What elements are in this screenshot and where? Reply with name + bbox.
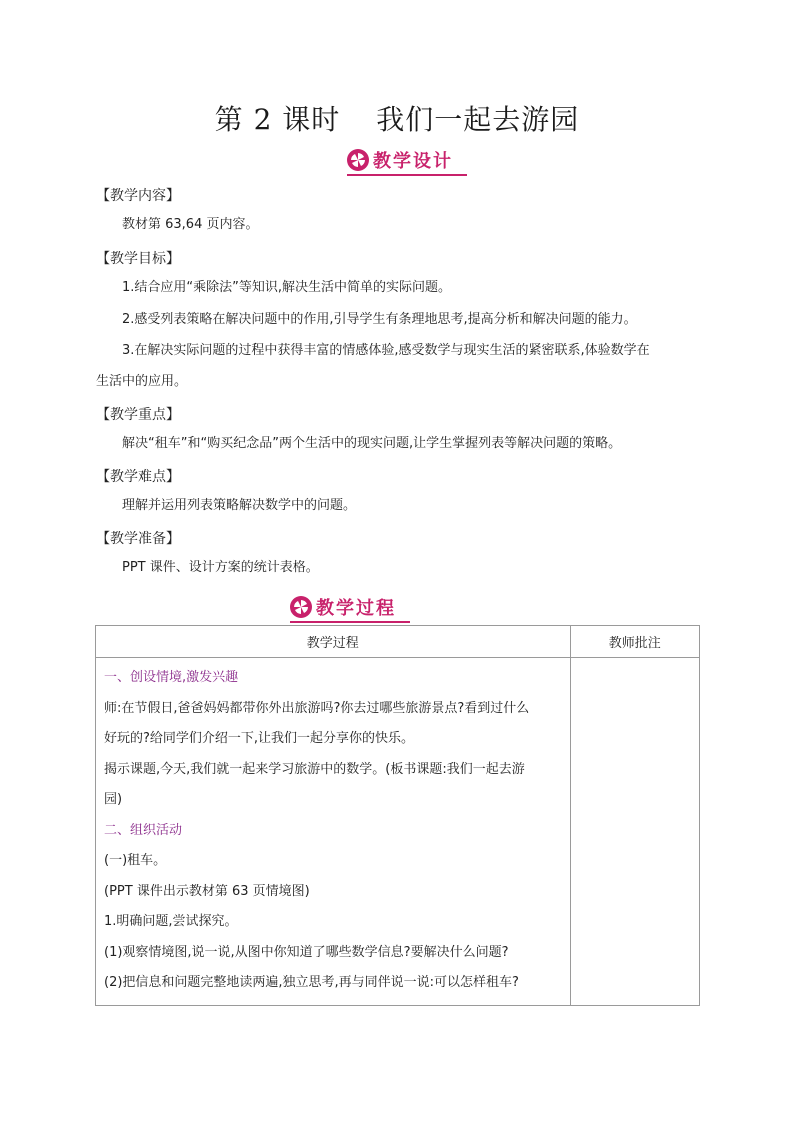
process-banner-label: 教学过程 <box>316 598 396 619</box>
process-line: (一)租车。 <box>104 853 167 868</box>
goal-line-3-cont: 生活中的应用。 <box>96 374 188 389</box>
process-table <box>95 625 700 1006</box>
goals-heading: 【教学目标】 <box>96 251 180 267</box>
process-line: (2)把信息和问题完整地读两遍,独立思考,再与同伴说一说:可以怎样租车? <box>104 975 519 990</box>
difficulty-line: 理解并运用列表策略解决数学中的问题。 <box>122 498 357 513</box>
lesson-number: 第 2 课时 <box>214 103 341 136</box>
process-line: (PPT 课件出示教材第 63 页情境图) <box>104 883 310 899</box>
notes-cell <box>570 658 699 1006</box>
section-heading: 一、创设情境,激发兴趣 <box>104 670 239 685</box>
process-line: 园) <box>104 792 123 807</box>
process-line: (1)观察情境图,说一说,从图中你知道了哪些数学信息?要解决什么问题? <box>104 944 509 960</box>
banner-underline <box>347 174 467 176</box>
prep-heading: 【教学准备】 <box>96 531 180 547</box>
section-heading: 二、组织活动 <box>104 822 183 838</box>
goal-line-3: 3.在解决实际问题的过程中获得丰富的情感体验,感受数学与现实生活的紧密联系,体验数学在 <box>122 343 650 358</box>
design-banner-label: 教学设计 <box>373 151 453 172</box>
process-lines <box>96 658 570 1005</box>
difficulty-heading: 【教学难点】 <box>96 469 180 485</box>
table-header-row <box>96 626 700 658</box>
design-banner <box>347 147 467 173</box>
process-line: 揭示课题,今天,我们就一起来学习旅游中的数学。(板书课题:我们一起去游 <box>104 761 525 777</box>
process-line: 好玩的?给同学们介绍一下,让我们一起分享你的快乐。 <box>104 731 415 746</box>
banner-underline <box>290 621 410 623</box>
key-line: 解决“租车”和“购买纪念品”两个生活中的现实问题,让学生掌握列表等解决问题的策略。 <box>122 436 622 451</box>
goal-line-2: 2.感受列表策略在解决问题中的作用,引导学生有条理地思考,提高分析和解决问题的能力。 <box>122 312 637 327</box>
process-line: 师:在节假日,爸爸妈妈都带你外出旅游吗?你去过哪些旅游景点?看到过什么 <box>104 700 530 716</box>
goal-line-1: 1.结合应用“乘除法”等知识,解决生活中简单的实际问题。 <box>122 280 452 295</box>
pinwheel-logo-icon <box>290 596 312 618</box>
header-process: 教学过程 <box>96 626 571 658</box>
content-heading: 【教学内容】 <box>96 188 180 204</box>
pinwheel-logo-icon <box>347 149 369 171</box>
process-banner <box>290 594 410 620</box>
content-line: 教材第 63,64 页内容。 <box>122 217 259 232</box>
page-title <box>0 98 794 138</box>
header-notes: 教师批注 <box>570 626 699 658</box>
process-cell <box>96 658 571 1006</box>
lesson-title: 我们一起去游园 <box>376 103 580 136</box>
table-row <box>96 658 700 1006</box>
prep-line: PPT 课件、设计方案的统计表格。 <box>122 560 319 575</box>
key-heading: 【教学重点】 <box>96 407 180 423</box>
process-line: 1.明确问题,尝试探究。 <box>104 914 238 929</box>
